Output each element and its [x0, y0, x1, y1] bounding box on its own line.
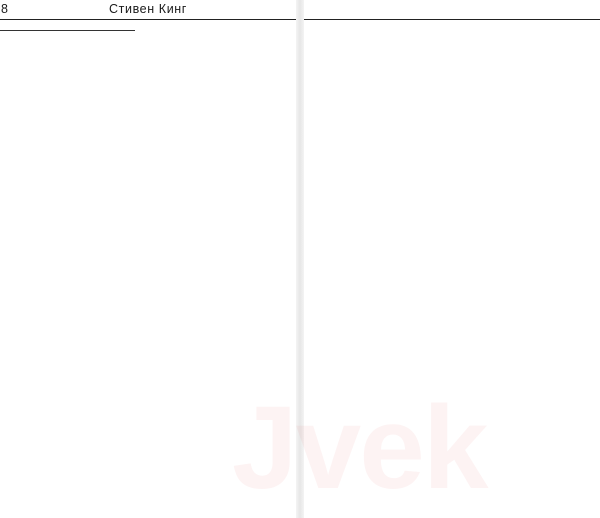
- left-page: [0, 0, 296, 518]
- running-head: [0, 0, 296, 18]
- left-page-header: [0, 0, 296, 18]
- right-page-header: [304, 0, 600, 18]
- right-page-body: [316, 25, 600, 32]
- footnote-rule: [0, 30, 135, 31]
- page-number: 8: [1, 2, 8, 16]
- header-rule: [304, 19, 600, 20]
- running-head-text: Стивен Кинг: [109, 2, 187, 16]
- book-gutter: [296, 0, 304, 518]
- watermark: Jvek: [232, 382, 487, 514]
- header-rule: [0, 19, 296, 20]
- right-page: [304, 0, 600, 518]
- left-page-body: [0, 25, 296, 35]
